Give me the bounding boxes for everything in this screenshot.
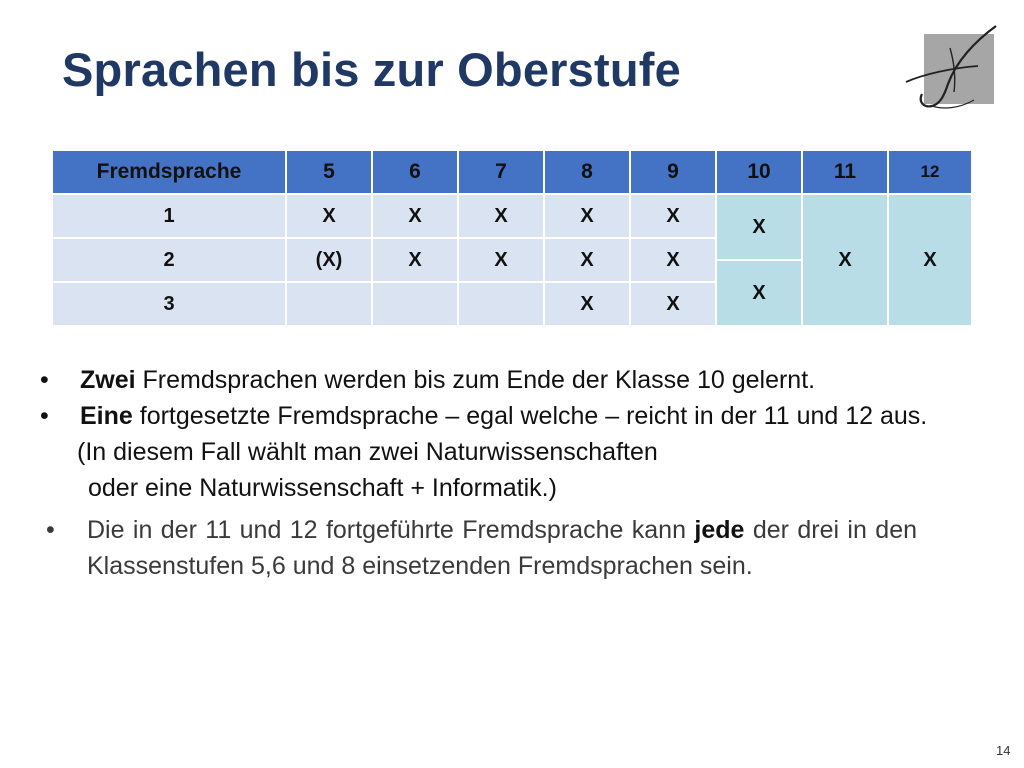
table-cell <box>459 283 545 327</box>
table-header-cell: 6 <box>373 151 459 195</box>
table-cell <box>373 283 459 327</box>
script-letter-logo-icon <box>904 22 1000 118</box>
table-cell: 2 <box>53 239 287 283</box>
parenthetical-line: oder eine Naturwissenschaft + Informatik.) <box>88 474 557 502</box>
bullet-item <box>40 398 990 434</box>
bullet-list <box>40 362 990 584</box>
page-title: Sprachen bis zur Oberstufe <box>62 43 681 96</box>
table-cell: X <box>631 195 717 239</box>
table-header-cell: 5 <box>287 151 373 195</box>
bullet-item <box>40 512 990 584</box>
table-cell-grade10-bottom: X <box>717 261 803 327</box>
table-cell: X <box>373 239 459 283</box>
table-header-cell: 12 <box>889 151 973 195</box>
bullet-bold: Zwei <box>80 366 136 394</box>
table-cell: X <box>631 283 717 327</box>
bullet-text-part: Die in der 11 und 12 fortgeführte Fremdsprache kann <box>87 516 695 544</box>
table-cell: X <box>545 195 631 239</box>
table-header-cell: Fremdsprache <box>53 151 287 195</box>
bullet-text-part: der drei in den Klassenstufen 5,6 und 8 einsetzenden Fremdsprachen sein. <box>87 516 917 580</box>
table-header-cell: 11 <box>803 151 889 195</box>
table-cell: X <box>545 283 631 327</box>
table-header-cell: 8 <box>545 151 631 195</box>
bullet-bold: jede <box>694 516 745 544</box>
bullet-text: fortgesetzte Fremdsprache – egal welche – reicht in der 11 und 12 aus. <box>132 402 928 430</box>
page-number: 14 <box>996 743 1011 758</box>
table-cell-grade12: X <box>889 195 973 327</box>
bullet-icon: • <box>40 402 49 430</box>
table-cell-grade10-top: X <box>717 195 803 261</box>
table-cell: (X) <box>287 239 373 283</box>
bullet-text: Fremdsprachen werden bis zum Ende der Klasse 10 gelernt. <box>135 366 816 394</box>
language-table <box>53 151 973 327</box>
table-cell: X <box>459 195 545 239</box>
table-cell: 3 <box>53 283 287 327</box>
table-cell-grade11: X <box>803 195 889 327</box>
table-cell: X <box>459 239 545 283</box>
bullet-icon: • <box>46 516 55 544</box>
table-header-cell: 10 <box>717 151 803 195</box>
table-cell: X <box>545 239 631 283</box>
bullet-item <box>40 362 990 398</box>
bullet-text <box>87 512 917 584</box>
table-cell <box>287 283 373 327</box>
table-header-cell: 7 <box>459 151 545 195</box>
bullet-bold: Eine <box>80 402 133 430</box>
table-header-cell: 9 <box>631 151 717 195</box>
bullet-icon: • <box>40 366 49 394</box>
table-cell: X <box>373 195 459 239</box>
table-cell: X <box>287 195 373 239</box>
table-cell: X <box>631 239 717 283</box>
table-cell: 1 <box>53 195 287 239</box>
parenthetical-line: (In diesem Fall wählt man zwei Naturwissenschaften <box>77 438 658 466</box>
